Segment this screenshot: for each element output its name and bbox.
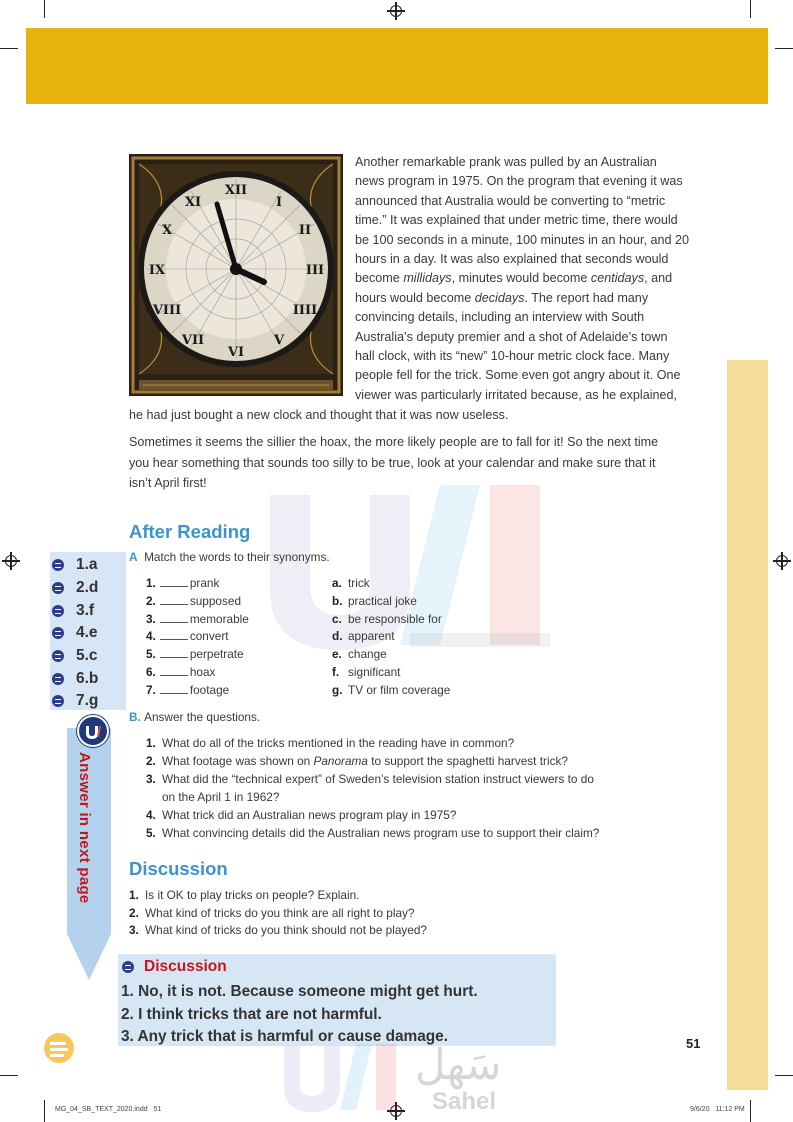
page-number: 51	[686, 1036, 701, 1051]
item-number: 3.	[146, 611, 156, 626]
answer-text: 3.f	[76, 602, 95, 619]
speaker-icon[interactable]	[52, 695, 64, 707]
text-line: isn’t April first!	[129, 476, 207, 490]
item-number: 2.	[129, 905, 139, 920]
item-letter: e.	[332, 647, 342, 662]
exercise-b-instruction	[129, 710, 260, 724]
answer-text: 7.g	[76, 692, 99, 709]
speaker-icon[interactable]	[52, 650, 64, 662]
item-number: 5.	[146, 647, 156, 662]
crop-mark	[0, 1075, 18, 1076]
speaker-icon[interactable]	[52, 559, 64, 571]
svg-text:XI: XI	[184, 195, 202, 210]
registration-mark-icon	[388, 3, 404, 19]
item-number: 1.	[129, 888, 139, 902]
synonym-item	[332, 664, 450, 682]
text-line: convincing details, including an interview with South	[355, 310, 645, 325]
answer-text: 4.e	[76, 624, 98, 641]
instruction-text: Answer the questions.	[144, 710, 261, 724]
text-line: you hear something that sounds too silly to be true, look at your calendar and make sure that it	[129, 455, 656, 470]
item-number: 2.	[146, 754, 156, 768]
exercise-b-letter: B.	[129, 710, 141, 724]
word-item	[146, 593, 249, 611]
synonym-text: change	[348, 647, 387, 662]
synonym-text: apparent	[348, 629, 395, 644]
italic-term: Panorama	[313, 754, 368, 768]
answer-text: 5.c	[76, 647, 98, 664]
item-number: 1.	[146, 736, 156, 750]
answer-blank[interactable]	[160, 576, 188, 587]
question-text: What convincing details did the Australian news program use to support their claim?	[162, 826, 600, 840]
text-line	[355, 289, 700, 308]
answer-blank[interactable]	[160, 683, 188, 694]
synonym-text: significant	[348, 664, 401, 679]
text-fragment: become	[355, 271, 404, 286]
synonym-item	[332, 628, 450, 646]
discussion-answers-heading: Discussion	[144, 958, 227, 975]
synonym-list	[332, 575, 450, 700]
header-band	[26, 28, 768, 104]
article-paragraph-1-last: he had just bought a new clock and thought that it was now useless.	[129, 408, 509, 422]
crop-mark	[0, 48, 18, 49]
word-item	[146, 682, 249, 700]
word-text: perpetrate	[189, 647, 244, 662]
item-letter: f.	[332, 664, 340, 679]
item-number: 6.	[146, 664, 156, 679]
answer-ribbon-tip	[67, 934, 111, 980]
text-line: Australia’s deputy premier and a shot of Adelaide’s town	[355, 329, 668, 344]
publisher-logo-icon	[42, 1024, 76, 1068]
answer-item	[52, 577, 98, 599]
question-text: on the April 1 in 1962?	[162, 790, 280, 804]
synonym-text: trick	[348, 576, 370, 590]
word-item	[146, 575, 249, 593]
item-number: 5.	[146, 826, 156, 840]
answer-blank[interactable]	[160, 594, 188, 605]
sahel-logo-icon	[77, 715, 109, 747]
item-number: 3.	[129, 923, 139, 937]
speaker-icon[interactable]	[52, 673, 64, 685]
question-text: to support the spaghetti harvest trick?	[367, 754, 568, 768]
word-item	[146, 611, 249, 629]
italic-term: centidays	[590, 271, 645, 286]
item-number: 2.	[146, 593, 156, 608]
crop-mark	[750, 0, 751, 18]
crop-mark	[775, 48, 793, 49]
answer-item	[52, 645, 98, 667]
article-paragraph-2	[129, 432, 709, 494]
answer-text: 6.b	[76, 670, 99, 687]
word-text: supposed	[189, 593, 242, 608]
exercise-a-instruction	[129, 550, 330, 564]
item-number: 3.	[146, 772, 156, 786]
text-line: hours in a day. It was also explained that seconds would	[355, 252, 669, 267]
svg-text:VII: VII	[181, 333, 205, 348]
synonym-item	[332, 611, 450, 629]
text-line	[355, 269, 700, 288]
discussion-answers-title	[122, 958, 227, 976]
answer-blank[interactable]	[160, 629, 188, 640]
text-line: time.” It was explained that under metric time, there would	[355, 213, 678, 228]
speaker-icon[interactable]	[52, 627, 64, 639]
after-reading-heading: After Reading	[129, 521, 251, 542]
question-text: What footage was shown on	[162, 754, 314, 768]
text-fragment: . The report had many	[524, 290, 649, 305]
italic-term: millidays	[403, 271, 452, 286]
synonym-item	[332, 575, 450, 593]
watermark-arabic: سَهل	[415, 1040, 502, 1089]
word-text: footage	[189, 682, 230, 697]
question-item	[146, 752, 599, 770]
word-item	[146, 664, 249, 682]
discussion-item	[129, 887, 427, 905]
exercise-a-letter: A	[129, 550, 138, 564]
svg-text:VI: VI	[227, 345, 245, 360]
article-paragraph-1	[355, 153, 700, 405]
word-list	[146, 575, 249, 700]
discussion-answer: 3. Any trick that is harmful or cause damage.	[121, 1028, 449, 1045]
item-letter: a.	[332, 576, 342, 590]
crop-mark	[44, 1100, 45, 1122]
svg-text:II: II	[298, 223, 312, 238]
question-item-continued	[146, 788, 599, 806]
discussion-text: Is it OK to play tricks on people? Explain.	[145, 888, 360, 902]
discussion-text: What kind of tricks do you think are all right to play?	[145, 905, 415, 920]
discussion-heading: Discussion	[129, 858, 228, 879]
svg-text:I: I	[275, 195, 283, 210]
registration-mark-icon	[774, 553, 790, 569]
answer-text: 2.d	[76, 579, 99, 596]
text-fragment: , minutes would become	[451, 271, 591, 286]
text-line: be 100 seconds in a minute, 100 minutes in an hour, and 20	[355, 232, 689, 247]
watermark-latin: Sahel	[432, 1088, 497, 1115]
side-band	[727, 360, 768, 1090]
answer-blank[interactable]	[160, 665, 188, 676]
item-number: 7.	[146, 682, 156, 697]
crop-mark	[44, 0, 45, 18]
discussion-text: What kind of tricks do you think should not be played?	[145, 923, 427, 937]
item-letter: c.	[332, 611, 342, 626]
svg-text:V: V	[273, 333, 285, 348]
discussion-item	[129, 922, 427, 940]
discussion-answers-list	[121, 981, 478, 1049]
item-number: 4.	[146, 629, 156, 644]
item-number: 4.	[146, 808, 156, 822]
speaker-icon[interactable]	[122, 961, 134, 973]
word-text: hoax	[189, 664, 216, 679]
text-line: hall clock, with its “new” 10-hour metric clock face. Many	[355, 349, 670, 364]
registration-mark-icon	[3, 553, 19, 569]
synonym-item	[332, 593, 450, 611]
question-item	[146, 734, 599, 752]
text-line: Sometimes it seems the sillier the hoax, the more likely people are to fall for it! So the next time	[129, 435, 659, 449]
answer-blank[interactable]	[160, 612, 188, 623]
instruction-text: Match the words to their synonyms.	[144, 550, 330, 564]
answer-blank[interactable]	[160, 647, 188, 658]
text-fragment: hours would become	[355, 290, 475, 305]
item-letter: d.	[332, 629, 343, 644]
discussion-list	[129, 887, 427, 940]
question-item	[146, 770, 599, 788]
answer-item	[52, 622, 98, 644]
item-letter: b.	[332, 593, 343, 608]
text-fragment: , and	[644, 271, 673, 286]
question-item	[146, 824, 599, 842]
watermark-logo	[278, 1040, 408, 1116]
discussion-answer: 2. I think tricks that are not harmful.	[121, 1005, 382, 1023]
synonym-text: TV or film coverage	[348, 682, 451, 697]
word-item	[146, 646, 249, 664]
svg-text:X: X	[161, 223, 173, 238]
answer-text: 1.a	[76, 556, 98, 573]
svg-text:VIII: VIII	[152, 303, 182, 318]
word-text: memorable	[189, 611, 249, 626]
word-text: prank	[189, 576, 220, 590]
synonym-item	[332, 682, 450, 700]
svg-text:XII: XII	[224, 183, 248, 198]
text-line: people fell for the trick. Some even got angry about it. One	[355, 368, 681, 383]
discussion-answer: 1. No, it is not. Because someone might get hurt.	[121, 983, 478, 1000]
answer-in-next-page-label: Answer in next page	[76, 752, 93, 904]
synonym-text: be responsible for	[348, 611, 442, 626]
svg-text:IIII: IIII	[292, 303, 318, 318]
crop-mark	[775, 1075, 793, 1076]
synonym-item	[332, 646, 450, 664]
question-text: What did the “technical expert” of Sweden’s television station instruct viewers to do	[162, 772, 594, 786]
question-list	[146, 734, 599, 842]
word-text: convert	[189, 629, 229, 644]
footer-timestamp: 9/6/20 11:12 PM	[690, 1106, 745, 1113]
answer-item	[52, 600, 94, 622]
speaker-icon[interactable]	[52, 582, 64, 594]
svg-text:III: III	[305, 263, 325, 278]
answer-item	[52, 690, 98, 712]
crop-mark	[750, 1100, 751, 1122]
item-letter: g.	[332, 682, 343, 697]
question-text: What trick did an Australian news program play in 1975?	[162, 808, 457, 822]
clock-photo	[129, 154, 343, 396]
text-line: news program in 1975. On the program that evening it was	[355, 174, 683, 189]
text-line: viewer was particularly irritated because, as he explained,	[355, 387, 678, 402]
discussion-item	[129, 905, 427, 923]
svg-text:IX: IX	[148, 263, 166, 278]
text-line: announced that Australia would be converting to “metric	[355, 193, 666, 208]
text-line: Another remarkable prank was pulled by an Australian	[355, 155, 657, 169]
speaker-icon[interactable]	[52, 605, 64, 617]
answer-item	[52, 668, 98, 690]
synonym-text: practical joke	[348, 593, 417, 608]
item-number: 1.	[146, 576, 156, 590]
question-item	[146, 806, 599, 824]
word-item	[146, 628, 249, 646]
question-text: What do all of the tricks mentioned in the reading have in common?	[162, 736, 515, 750]
footer-file-info: MG_04_SB_TEXT_2020.indd 51	[55, 1106, 162, 1113]
italic-term: decidays	[474, 290, 525, 305]
answer-item	[52, 554, 98, 576]
